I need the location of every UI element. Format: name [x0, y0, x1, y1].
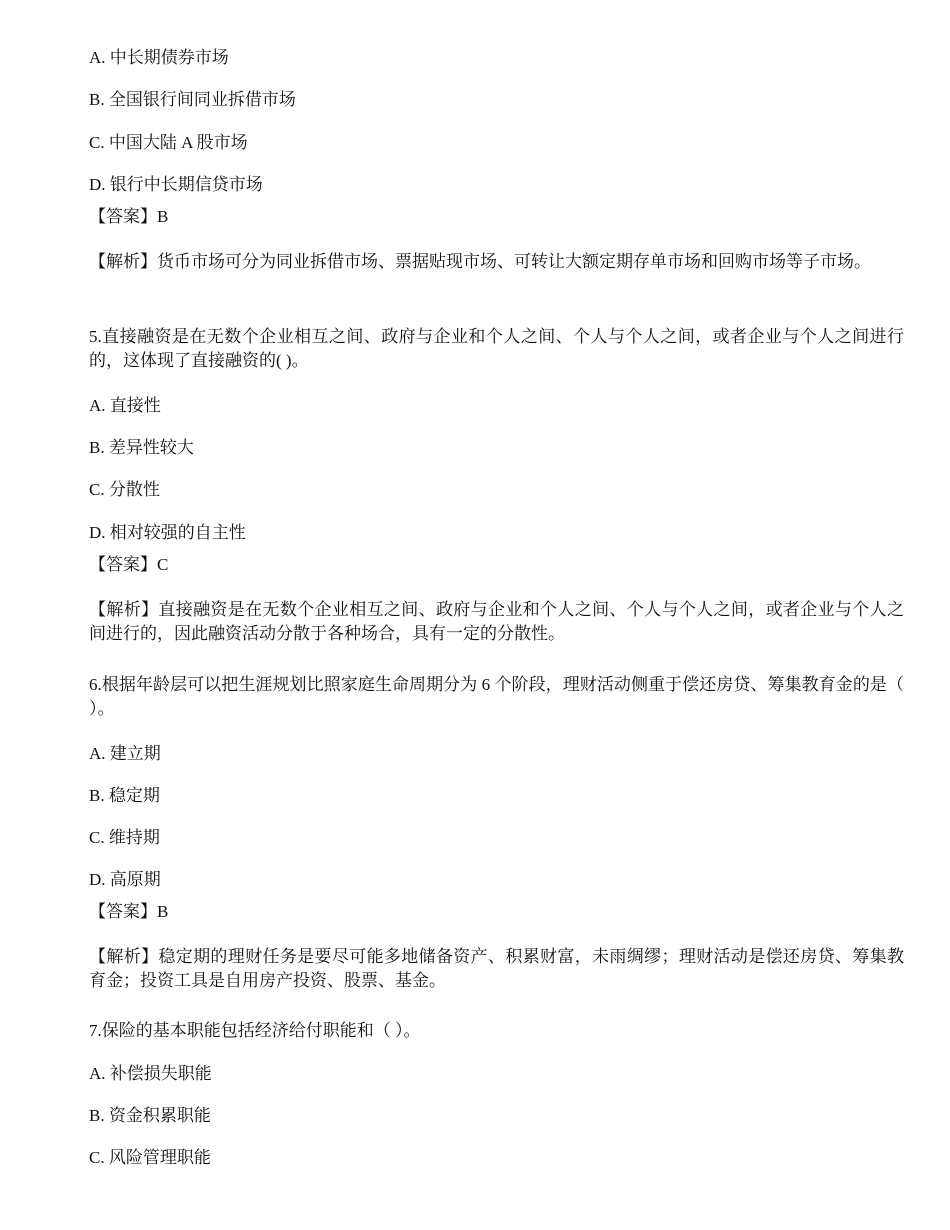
- q4-analysis: 【解析】货币市场可分为同业拆借市场、票据贴现市场、可转让大额定期存单市场和回购市场等子市场。: [89, 252, 871, 271]
- q4-option-c: C. 中国大陆 A 股市场: [89, 133, 248, 152]
- q6-answer: 【答案】B: [89, 902, 169, 921]
- q6-option-a: A. 建立期: [89, 744, 161, 763]
- q5-analysis: 【解析】直接融资是在无数个企业相互之间、政府与企业和个人之间、个人与个人之间，或者企业与个人之间进行的，因此融资活动分散于各种场合，具有一定的分散性。: [89, 600, 904, 643]
- q7-option-a: A. 补偿损失职能: [89, 1064, 212, 1083]
- q6-option-b: B. 稳定期: [89, 786, 160, 805]
- q5-option-a: A. 直接性: [89, 396, 161, 415]
- q5-answer: 【答案】C: [89, 555, 169, 574]
- q7-option-c: C. 风险管理职能: [89, 1148, 211, 1167]
- q6-analysis: 【解析】稳定期的理财任务是要尽可能多地储备资产、积累财富，未雨绸缪；理财活动是偿还房贷、筹集教育金；投资工具是自用房产投资、股票、基金。: [89, 947, 904, 990]
- q4-option-b: B. 全国银行间同业拆借市场: [89, 90, 296, 109]
- q4-answer: 【答案】B: [89, 207, 169, 226]
- q4-option-a: A. 中长期债券市场: [89, 48, 229, 67]
- q6-option-d: D. 高原期: [89, 870, 161, 889]
- q7-stem: 7.保险的基本职能包括经济给付职能和（ ）。: [89, 1021, 421, 1040]
- q7-option-b: B. 资金积累职能: [89, 1106, 211, 1125]
- q6-stem: 6.根据年龄层可以把生涯规划比照家庭生命周期分为 6 个阶段，理财活动侧重于偿还房贷、筹集教育金的是（ ）。: [89, 675, 904, 718]
- q5-option-d: D. 相对较强的自主性: [89, 523, 246, 542]
- q5-option-b: B. 差异性较大: [89, 438, 194, 457]
- q6-option-c: C. 维持期: [89, 828, 160, 847]
- q5-option-c: C. 分散性: [89, 480, 160, 499]
- q4-option-d: D. 银行中长期信贷市场: [89, 175, 263, 194]
- q5-stem: 5.直接融资是在无数个企业相互之间、政府与企业和个人之间、个人与个人之间，或者企业与个人之间进行的，这体现了直接融资的( )。: [89, 327, 904, 370]
